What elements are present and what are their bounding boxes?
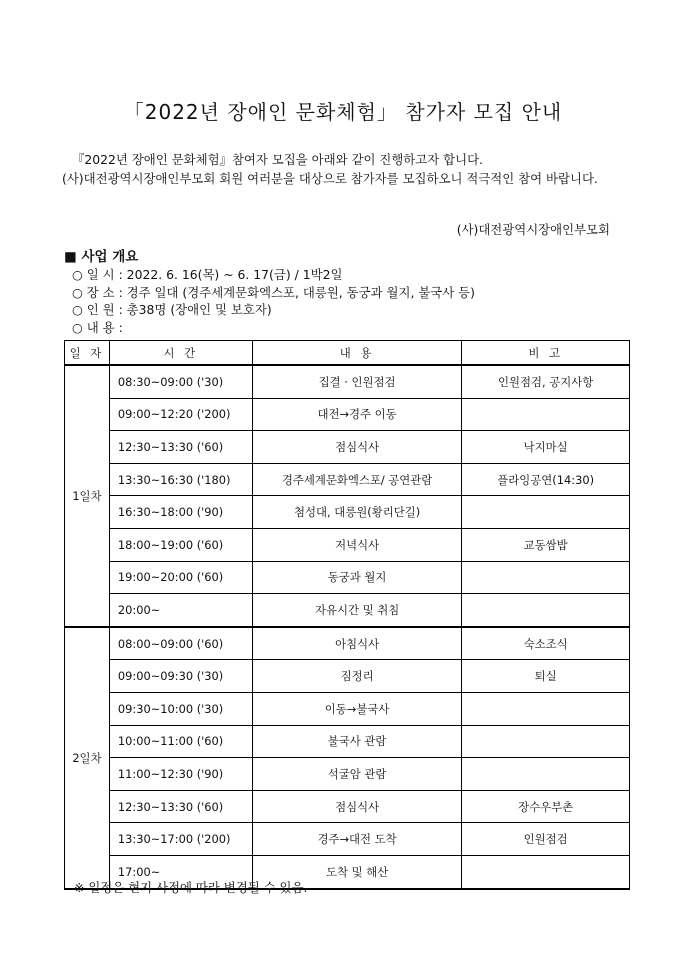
header-note: 비 고 (462, 341, 630, 366)
content-cell: 아침식사 (252, 627, 461, 660)
content-cell: 대전→경주 이동 (252, 398, 461, 431)
table-row (65, 660, 630, 693)
overview-content: ○ 내 용 : (72, 319, 123, 335)
overview-list (72, 266, 475, 336)
time-cell: 09:30~10:00 ('30) (109, 692, 252, 725)
content-cell: 경주→대전 도착 (252, 823, 461, 856)
table-row (65, 398, 630, 431)
table-row (65, 463, 630, 496)
organization-name: (사)대전광역시장애인부모회 (456, 222, 610, 237)
table-row (65, 594, 630, 627)
note-cell: 인원점검, 공지사항 (462, 365, 630, 398)
content-cell: 불국사 관람 (252, 725, 461, 758)
note-cell (462, 594, 630, 627)
note-cell: 낙지마실 (462, 431, 630, 464)
table-row (65, 561, 630, 594)
header-date: 일 자 (65, 341, 110, 366)
table-row (65, 692, 630, 725)
time-cell: 08:00~09:00 ('60) (109, 627, 252, 660)
table-row (65, 758, 630, 791)
table-row (65, 365, 630, 398)
content-cell: 점심식사 (252, 431, 461, 464)
time-cell: 09:00~09:30 ('30) (109, 660, 252, 693)
time-cell: 13:30~17:00 ('200) (109, 823, 252, 856)
overview-date: ○ 일 시 : 2022. 6. 16(목) ~ 6. 17(금) / 1박2일 (72, 267, 343, 282)
content-cell: 첨성대, 대릉원(황리단길) (252, 496, 461, 529)
note-cell: 숙소조식 (462, 627, 630, 660)
time-cell: 13:30~16:30 ('180) (109, 463, 252, 496)
time-cell: 12:30~13:30 ('60) (109, 431, 252, 464)
content-cell: 짐정리 (252, 660, 461, 693)
note-cell (462, 855, 630, 888)
header-time: 시 간 (109, 341, 252, 366)
content-cell: 이동→불국사 (252, 692, 461, 725)
day-label: 1일차 (65, 365, 110, 627)
time-cell: 20:00~ (109, 594, 252, 627)
note-cell: 교동쌈밥 (462, 528, 630, 561)
time-cell: 19:00~20:00 ('60) (109, 561, 252, 594)
table-row (65, 627, 630, 660)
header-content: 내 용 (252, 341, 461, 366)
content-cell: 집결 · 인원점검 (252, 365, 461, 398)
footnote: ※ 일정은 현지 사정에 따라 변경될 수 있음. (74, 880, 308, 895)
time-cell: 09:00~12:20 ('200) (109, 398, 252, 431)
table-row (65, 431, 630, 464)
intro-line: 『2022년 장애인 문화체험』참여자 모집을 아래와 같이 진행하고자 합니다. (72, 152, 483, 167)
table-row (65, 496, 630, 529)
time-cell: 10:00~11:00 ('60) (109, 725, 252, 758)
content-cell: 도착 및 해산 (252, 855, 461, 888)
content-cell: 저녁식사 (252, 528, 461, 561)
content-cell: 점심식사 (252, 790, 461, 823)
note-cell: 인원점검 (462, 823, 630, 856)
content-cell: 경주세계문화엑스포/ 공연관람 (252, 463, 461, 496)
time-cell: 16:30~18:00 ('90) (109, 496, 252, 529)
intro-line: (사)대전광역시장애인부모회 회원 여러분을 대상으로 참가자를 모집하오니 적극적인 참여 바랍니다. (62, 171, 598, 186)
note-cell: 장수우부촌 (462, 790, 630, 823)
note-cell (462, 758, 630, 791)
overview-people: ○ 인 원 : 총38명 (장애인 및 보호자) (72, 302, 272, 317)
schedule-table (64, 340, 630, 890)
overview-place: ○ 장 소 : 경주 일대 (경주세계문화엑스포, 대릉원, 동궁과 월지, 불국사 등) (72, 284, 475, 300)
time-cell: 11:00~12:30 ('90) (109, 758, 252, 791)
note-cell (462, 692, 630, 725)
table-header-row (65, 341, 630, 366)
note-cell (462, 561, 630, 594)
intro-text (62, 150, 636, 188)
schedule-body (65, 365, 630, 889)
day-label: 2일차 (65, 627, 110, 889)
section-heading: ■ 사업 개요 (64, 249, 139, 265)
note-cell (462, 725, 630, 758)
note-cell (462, 398, 630, 431)
content-cell: 석굴암 관람 (252, 758, 461, 791)
content-cell: 자유시간 및 취침 (252, 594, 461, 627)
time-cell: 18:00~19:00 ('60) (109, 528, 252, 561)
note-cell: 플라잉공연(14:30) (462, 463, 630, 496)
content-cell: 동궁과 월지 (252, 561, 461, 594)
table-row (65, 790, 630, 823)
note-cell: 퇴실 (462, 660, 630, 693)
table-row (65, 725, 630, 758)
note-cell (462, 496, 630, 529)
table-row (65, 823, 630, 856)
table-row (65, 528, 630, 561)
time-cell: 17:00~ (109, 855, 252, 888)
page-title: 「2022년 장애인 문화체험」 참가자 모집 안내 (123, 100, 563, 124)
time-cell: 12:30~13:30 ('60) (109, 790, 252, 823)
time-cell: 08:30~09:00 ('30) (109, 365, 252, 398)
